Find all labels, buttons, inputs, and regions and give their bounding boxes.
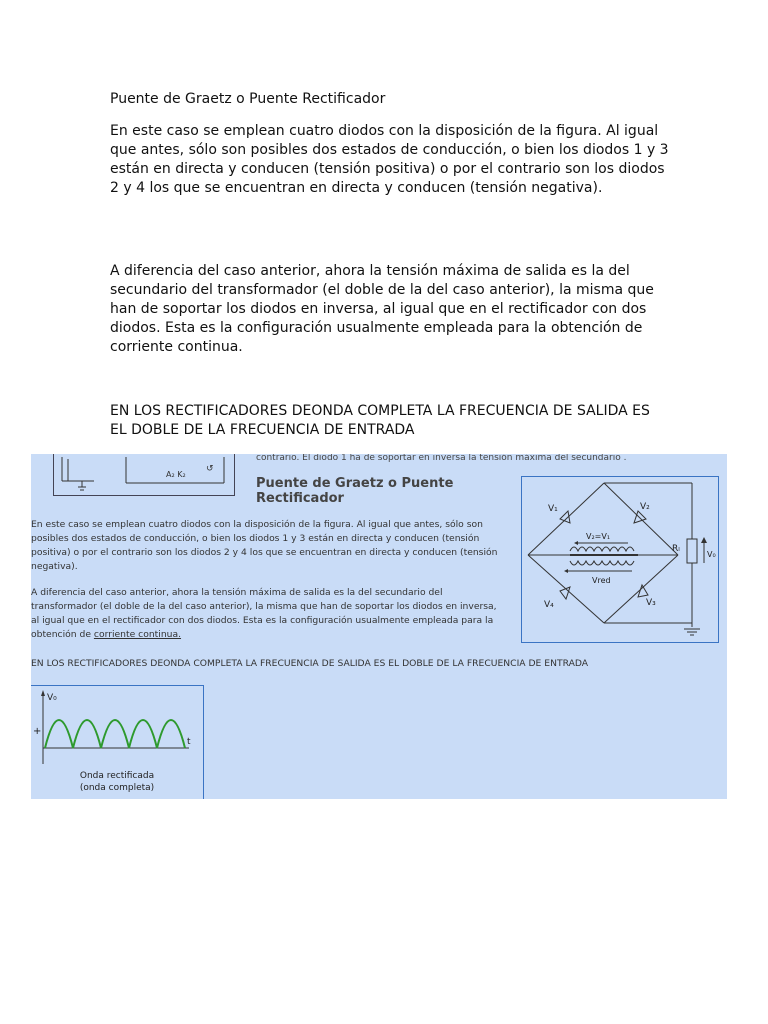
- embedded-heading: [256, 476, 453, 506]
- rl-label: Rₗ: [672, 544, 680, 554]
- rectified-wave-figure: [31, 685, 204, 799]
- v2-label: V₂: [640, 502, 650, 512]
- doc-paragraph-2: A diferencia del caso anterior, ahora la tensión máxima de salida es la del secundario del transformador (el doble de la del caso anterior), la misma que han de soportar los diodos en inversa, al igual que en el rectificador con dos diodos. Esta es la configuración usualmente empleada para la obtención de corriente continua.: [110, 263, 654, 355]
- wave-caption-line1: Onda rectificada: [79, 771, 155, 781]
- wave-caption-line2: (onda completa): [79, 783, 155, 793]
- wave-plus-label: +: [33, 726, 42, 737]
- bridge-rectifier-figure: [521, 476, 719, 643]
- doc-paragraph-3: EN LOS RECTIFICADORES DEONDA COMPLETA LA FRECUENCIA DE SALIDA ES EL DOBLE DE LA FRECUENCIA DE ENTRADA: [110, 403, 650, 438]
- vred-label: Vred: [592, 576, 611, 585]
- embedded-paragraph-2-text: A diferencia del caso anterior, ahora la tensión máxima de salida es la del secundario del transformador (el doble de la del caso anterior), la misma que han de soportar los diodos en inversa, al igual que en el rectificador con dos diodos. Esta es la configuración usualmente empleada para la obtención de: [31, 587, 497, 640]
- embedded-screenshot: [31, 454, 727, 799]
- diode-label: A₂ K₂: [166, 470, 186, 479]
- embedded-heading-line2: Rectificador: [256, 491, 344, 506]
- v3-label: V₃: [646, 598, 656, 608]
- vs-label: V₂=V₁: [586, 532, 611, 541]
- vo-label: V₀: [707, 550, 716, 559]
- v4-label: V₄: [544, 600, 554, 610]
- wave-t-label: t: [187, 737, 191, 747]
- previous-circuit-svg: [54, 454, 234, 495]
- embedded-paragraph-1: En este caso se emplean cuatro diodos con la disposición de la figura. Al igual que antes, sólo son posibles dos estados de conducción, o bien los diodos 1 y 3 están en directa y conducen (tensión positiva) o por el contrario son los diodos 2 y 4 los que se encuentran en directa y conducen (tensión negativa).: [31, 519, 498, 572]
- wave-svg: [31, 686, 203, 770]
- wave-vo-label: V₀: [47, 693, 57, 703]
- previous-circuit-fragment: [53, 454, 235, 496]
- v1-label: V₁: [548, 504, 558, 514]
- doc-paragraph-1: En este caso se emplean cuatro diodos con la disposición de la figura. Al igual que antes, sólo son posibles dos estados de conducción, o bien los diodos 1 y 3 están en directa y conducen (tensión positiva) o por el contrario son los diodos 2 y 4 los que se encuentran en directa y conducen (tensión negativa).: [110, 123, 669, 196]
- bridge-circuit-svg: [522, 477, 718, 642]
- svg-text:↺: ↺: [206, 464, 214, 474]
- doc-title: Puente de Graetz o Puente Rectificador: [110, 91, 386, 107]
- embedded-topline: contrario. El diodo 1 ha de soportar en inversa la tensión máxima del secundario .: [256, 454, 627, 463]
- corriente-continua-link[interactable]: corriente continua.: [93, 629, 182, 640]
- embedded-paragraph-2: [31, 586, 501, 642]
- embedded-heading-line1: Puente de Graetz o Puente: [256, 476, 454, 491]
- embedded-paragraph-3: EN LOS RECTIFICADORES DEONDA COMPLETA LA FRECUENCIA DE SALIDA ES EL DOBLE DE LA FRECUENCIA DE ENTRADA: [31, 658, 589, 669]
- wave-caption: [31, 770, 203, 794]
